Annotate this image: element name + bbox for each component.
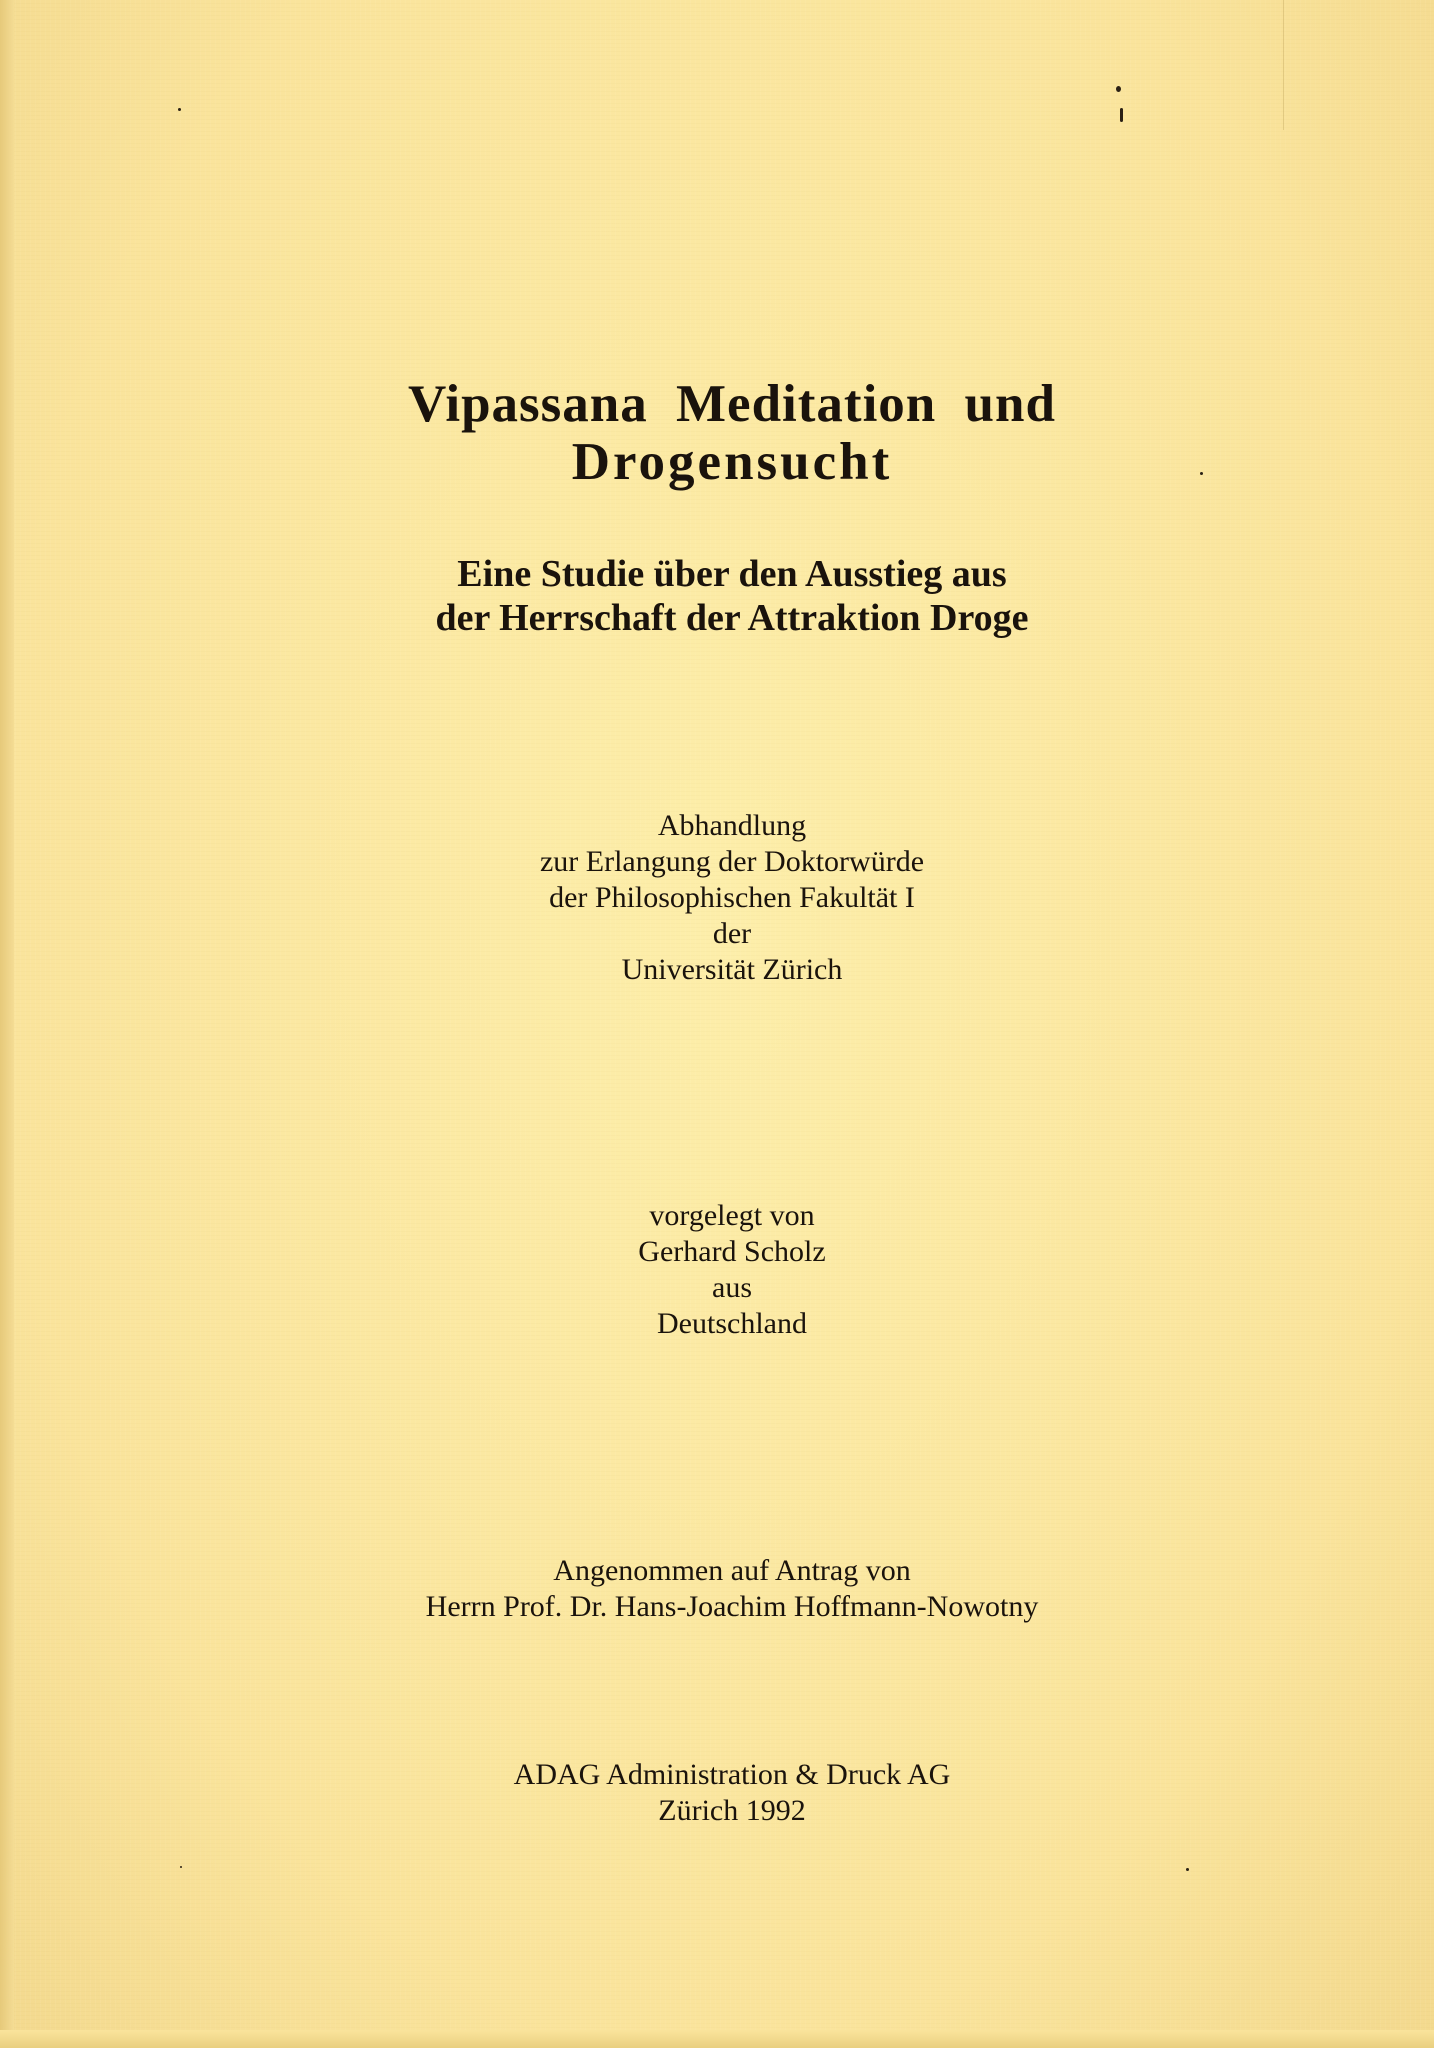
dissertation-line-4: der [712, 917, 752, 950]
paper-speck [1186, 1868, 1189, 1871]
dissertation-line-5: Universität Zürich [621, 953, 843, 986]
subtitle-line-1: Eine Studie über den Ausstieg aus [457, 553, 1007, 595]
subtitle-line-2: der Herrschaft der Attraktion Droge [435, 597, 1029, 639]
publisher-block [0, 1757, 1434, 1829]
dissertation-statement [0, 808, 1434, 988]
title-line-2: Drogensucht [571, 433, 893, 491]
author-origin: Deutschland [657, 1307, 807, 1340]
cover-subtitle [0, 552, 1434, 640]
acceptance-block [0, 1553, 1434, 1625]
author-name: Gerhard Scholz [638, 1235, 826, 1268]
paper-crease [1283, 0, 1284, 130]
dissertation-line-2: zur Erlangung der Doktorwürde [539, 845, 925, 878]
author-line-1: vorgelegt von [649, 1199, 815, 1232]
publication-place-year: Zürich 1992 [658, 1794, 806, 1827]
spine-edge [0, 0, 14, 2048]
cover-title [0, 375, 1434, 491]
publisher-name: ADAG Administration & Druck AG [513, 1758, 951, 1791]
paper-speck [1120, 108, 1123, 122]
bottom-edge [0, 2030, 1434, 2048]
author-block [0, 1198, 1434, 1342]
title-line-1: Vipassana Meditation und [408, 375, 1056, 433]
paper-speck [178, 108, 181, 111]
advisor-name: Herrn Prof. Dr. Hans-Joachim Hoffmann-Nowotny [425, 1590, 1039, 1623]
acceptance-line-1: Angenommen auf Antrag von [553, 1554, 911, 1587]
dissertation-line-1: Abhandlung [657, 809, 807, 842]
paper-speck [1116, 86, 1121, 92]
dissertation-line-3: der Philosophischen Fakultät I [549, 881, 915, 914]
author-line-3: aus [712, 1271, 752, 1304]
paper-speck [180, 1866, 182, 1868]
